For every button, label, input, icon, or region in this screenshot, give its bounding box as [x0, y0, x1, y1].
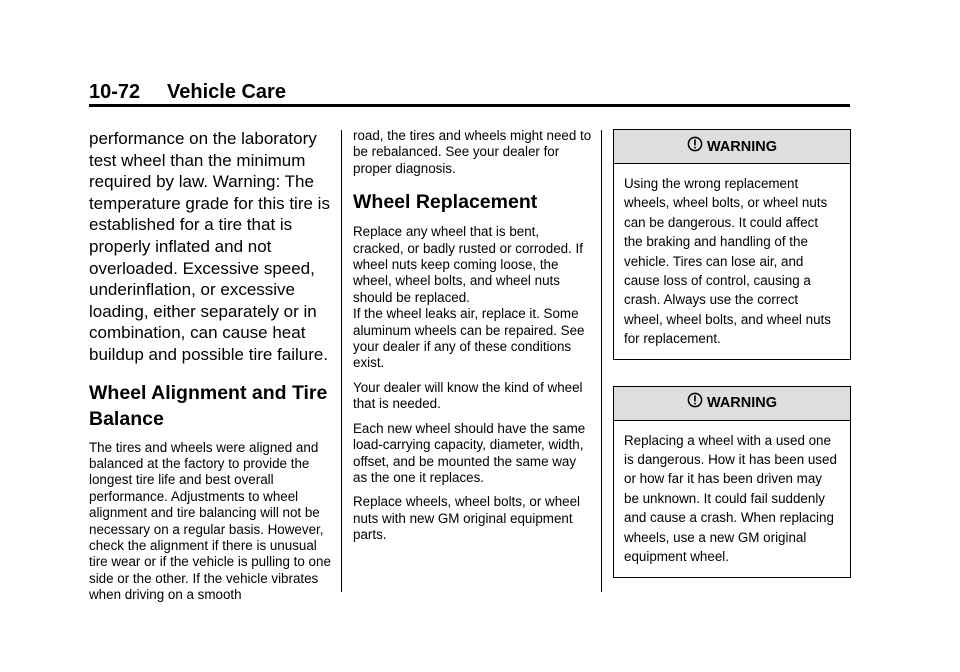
header-rule [89, 104, 850, 107]
wheel-alignment-heading: Wheel Alignment and Tire Balance [89, 381, 328, 430]
wheel-replacement-paragraph-2: If the wheel leaks air, replace it. Some aluminum wheels can be repaired. See your dealer if any of these conditions exist. [353, 306, 585, 371]
section-title: Vehicle Care [167, 81, 286, 103]
page-number: 10-72 [89, 81, 141, 103]
warning-symbol-icon [687, 136, 703, 152]
wheel-replacement-paragraph-5: Replace wheels, wheel bolts, or wheel nuts with new GM original equipment parts. [353, 494, 581, 543]
wheel-replacement-paragraph-1: Replace any wheel that is bent, cracked, or badly rusted or corroded. If wheel nuts keep coming loose, the wheel, wheel bolts, and wheel nuts should be replaced. [353, 224, 583, 305]
column-divider-1 [341, 130, 342, 592]
warning-title: WARNING [706, 395, 778, 412]
warning-title: WARNING [706, 138, 778, 155]
page-header [89, 80, 286, 104]
warning-text: Replacing a wheel with a used one is dangerous. How it has been used or how far it has been driven may be unknown. It could fail suddenly and cause a crash. When replacing wheels, use a new GM original equipment wheel. [624, 432, 837, 565]
column-3 [613, 129, 851, 578]
warning-box-wrong-wheels [613, 129, 851, 360]
rebalance-paragraph: road, the tires and wheels might need to be rebalanced. See your dealer for proper diagnosis. [353, 128, 592, 176]
wheel-replacement-paragraph-4: Each new wheel should have the same load-carrying capacity, diameter, width, offset, and be mounted the same way as the one it replaces. [353, 420, 586, 485]
warning-header [614, 130, 850, 164]
warning-text: Using the wrong replacement wheels, wheel bolts, or wheel nuts can be dangerous. It could affect the braking and handling of the vehicle. Tires can lose air, and cause loss of control, causing a crash. Always use the correct wheel, wheel bolts, and wheel nuts for replacement. [624, 176, 831, 347]
column-2 [353, 128, 593, 552]
wheel-replacement-heading: Wheel Replacement [353, 191, 538, 214]
warning-header [614, 387, 850, 421]
wheel-replacement-paragraph-3: Your dealer will know the kind of wheel that is needed. [353, 379, 583, 412]
warning-box-used-wheel [613, 386, 851, 578]
warning-symbol-icon [687, 392, 703, 408]
wheel-alignment-paragraph: The tires and wheels were aligned and balanced at the factory to provide the longest tire life and best overall performance. Adjustments to wheel alignment and tire balancing will not be necessary on a regular basis. However, check the alignment if there is unusual tire wear or if the vehicle is pulling to one side or the other. If the vehicle vibrates when driving on a smooth [89, 439, 331, 603]
column-divider-2 [601, 130, 602, 592]
continued-paragraph: performance on the laboratory test wheel than the minimum required by law. Warning: The temperature grade for this tire is established for a tire that is properly inflated and not overloaded. Excessive speed, underinflation, or excessive loading, either separately or in combination, can cause heat buildup and possible tire failure. [89, 129, 330, 364]
column-1 [89, 128, 337, 604]
